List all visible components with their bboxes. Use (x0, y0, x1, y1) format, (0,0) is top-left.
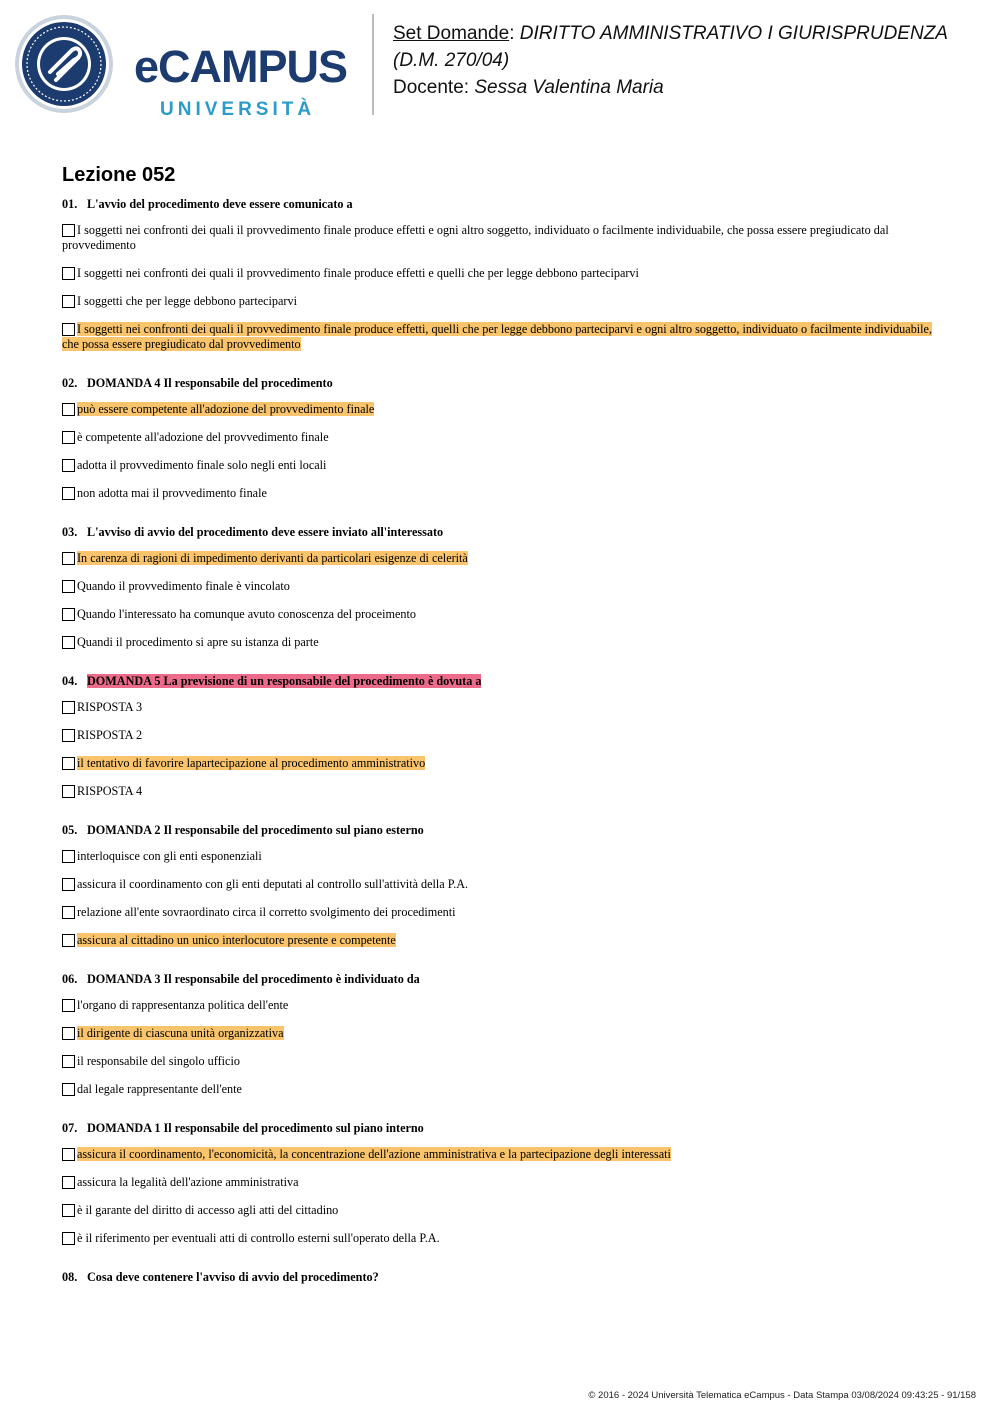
checkbox-icon[interactable] (62, 757, 75, 770)
answer-option[interactable] (62, 877, 932, 892)
question-text (62, 674, 932, 689)
answer-option[interactable] (62, 998, 932, 1013)
checkbox-icon[interactable] (62, 323, 75, 336)
question-label: DOMANDA 2 Il responsabile del procedimento sul piano esterno (87, 823, 424, 837)
checkbox-icon[interactable] (62, 1204, 75, 1217)
answer-option[interactable] (62, 635, 932, 650)
answer-option[interactable] (62, 223, 932, 253)
question-label: DOMANDA 3 Il responsabile del procedimento è individuato da (87, 972, 420, 986)
question-number: 04. (62, 674, 78, 688)
teacher-label: Docente: (393, 77, 470, 98)
answer-label: RISPOSTA 2 (77, 728, 143, 742)
checkbox-icon[interactable] (62, 224, 75, 237)
answer-option[interactable] (62, 933, 932, 948)
answer-option[interactable] (62, 294, 932, 309)
answer-label: I soggetti nei confronti dei quali il provvedimento finale produce effetti e ogni altro soggetto, individuato o facilmente individuabile, che possa essere pregiudicato dal provvedimento (62, 223, 889, 252)
question-text (62, 525, 932, 540)
answer-option[interactable] (62, 607, 932, 622)
question-block (62, 972, 932, 1097)
answer-option[interactable] (62, 402, 932, 417)
checkbox-icon[interactable] (62, 403, 75, 416)
checkbox-icon[interactable] (62, 1083, 75, 1096)
checkbox-icon[interactable] (62, 552, 75, 565)
question-block (62, 525, 932, 650)
set-value: DIRITTO AMMINISTRATIVO I GIURISPRUDENZA (D.M. 270/04) (393, 23, 948, 71)
answer-option[interactable] (62, 905, 932, 920)
answer-label: I soggetti nei confronti dei quali il provvedimento finale produce effetti, quelli che per legge debbono parteciparvi e ogni altro soggetto, individuato o facilmente individuabile, che possa essere pregiudicato dal provvedimento (62, 322, 933, 351)
question-text (62, 376, 932, 391)
lesson-title: Lezione 052 (62, 164, 176, 186)
answer-label: assicura al cittadino un unico interlocutore presente e competente (77, 933, 396, 947)
question-block (62, 1121, 932, 1246)
answer-option[interactable] (62, 458, 932, 473)
header-info: Set Domande: DIRITTO AMMINISTRATIVO I GIURISPRUDENZA (D.M. 270/04) Docente: Sessa Valentina Maria (393, 23, 948, 98)
answer-label: assicura il coordinamento con gli enti deputati al controllo sull'attività della P.A. (77, 877, 469, 891)
answer-label: RISPOSTA 3 (77, 700, 143, 714)
answer-label: dal legale rappresentante dell'ente (77, 1082, 242, 1096)
answer-option[interactable] (62, 486, 932, 501)
answer-option[interactable] (62, 551, 932, 566)
answer-option[interactable] (62, 849, 932, 864)
question-text (62, 1121, 932, 1136)
header-divider (372, 14, 374, 115)
checkbox-icon[interactable] (62, 580, 75, 593)
brand-subtitle: UNIVERSITÀ (160, 99, 316, 120)
question-block (62, 674, 932, 799)
answer-label: Quando il provvedimento finale è vincolato (77, 579, 290, 593)
checkbox-icon[interactable] (62, 878, 75, 891)
question-label: L'avvio del procedimento deve essere comunicato a (87, 197, 353, 211)
checkbox-icon[interactable] (62, 487, 75, 500)
question-text (62, 972, 932, 987)
answer-option[interactable] (62, 1175, 932, 1190)
checkbox-icon[interactable] (62, 906, 75, 919)
question-number: 08. (62, 1270, 78, 1284)
answer-label: I soggetti nei confronti dei quali il provvedimento finale produce effetti e quelli che per legge debbono parteciparvi (77, 266, 639, 280)
checkbox-icon[interactable] (62, 1027, 75, 1040)
answer-option[interactable] (62, 1231, 932, 1246)
ecampus-logo (14, 14, 359, 120)
question-text (62, 197, 932, 212)
answer-option[interactable] (62, 1054, 932, 1069)
answer-label: I soggetti che per legge debbono parteciparvi (77, 294, 297, 308)
answer-label: RISPOSTA 4 (77, 784, 143, 798)
question-block (62, 376, 932, 501)
question-label: DOMANDA 5 La previsione di un responsabile del procedimento è dovuta a (87, 674, 482, 688)
checkbox-icon[interactable] (62, 431, 75, 444)
checkbox-icon[interactable] (62, 1176, 75, 1189)
checkbox-icon[interactable] (62, 459, 75, 472)
answer-label: In carenza di ragioni di impedimento derivanti da particolari esigenze di celerità (77, 551, 468, 565)
question-number: 06. (62, 972, 78, 986)
answer-option[interactable] (62, 266, 932, 281)
question-label: DOMANDA 4 Il responsabile del procedimento (87, 376, 333, 390)
answer-label: assicura il coordinamento, l'economicità, la concentrazione dell'azione amministrativa e la partecipazione degli interessati (77, 1147, 671, 1161)
answer-label: l'organo di rappresentanza politica dell'ente (77, 998, 289, 1012)
question-number: 02. (62, 376, 78, 390)
checkbox-icon[interactable] (62, 1232, 75, 1245)
checkbox-icon[interactable] (62, 295, 75, 308)
answer-option[interactable] (62, 1026, 932, 1041)
question-label: Cosa deve contenere l'avviso di avvio del procedimento? (87, 1270, 379, 1284)
checkbox-icon[interactable] (62, 999, 75, 1012)
checkbox-icon[interactable] (62, 934, 75, 947)
brand-name: eCAMPUS (134, 41, 348, 92)
question-text (62, 1270, 932, 1285)
answer-label: Quando l'interessato ha comunque avuto conoscenza del proceimento (77, 607, 416, 621)
checkbox-icon[interactable] (62, 785, 75, 798)
answer-option[interactable] (62, 1147, 932, 1162)
answer-label: il dirigente di ciascuna unità organizzativa (77, 1026, 284, 1040)
checkbox-icon[interactable] (62, 267, 75, 280)
checkbox-icon[interactable] (62, 701, 75, 714)
checkbox-icon[interactable] (62, 636, 75, 649)
answer-label: adotta il provvedimento finale solo negli enti locali (77, 458, 327, 472)
answer-label: è il garante del diritto di accesso agli atti del cittadino (77, 1203, 339, 1217)
answer-label: il responsabile del singolo ufficio (77, 1054, 240, 1068)
question-label: DOMANDA 1 Il responsabile del procedimento sul piano interno (87, 1121, 424, 1135)
question-number: 05. (62, 823, 78, 837)
answer-option[interactable] (62, 728, 932, 743)
question-label: L'avviso di avvio del procedimento deve essere inviato all'interessato (87, 525, 444, 539)
question-list (62, 197, 932, 1309)
answer-option[interactable] (62, 700, 932, 715)
checkbox-icon[interactable] (62, 608, 75, 621)
answer-option[interactable] (62, 1203, 932, 1218)
question-number: 07. (62, 1121, 78, 1135)
answer-option[interactable] (62, 1082, 932, 1097)
question-number: 01. (62, 197, 78, 211)
answer-option[interactable] (62, 756, 932, 771)
question-block (62, 1270, 932, 1285)
answer-label: il tentativo di favorire lapartecipazione al procedimento amministrativo (77, 756, 426, 770)
answer-label: Quandi il procedimento si apre su istanza di parte (77, 635, 319, 649)
question-text (62, 823, 932, 838)
question-block (62, 197, 932, 352)
answer-label: è il riferimento per eventuali atti di controllo esterni sull'operato della P.A. (77, 1231, 440, 1245)
answer-label: assicura la legalità dell'azione amministrativa (77, 1175, 299, 1189)
checkbox-icon[interactable] (62, 729, 75, 742)
answer-option[interactable] (62, 322, 932, 352)
checkbox-icon[interactable] (62, 850, 75, 863)
university-seal-icon (14, 14, 114, 114)
question-number: 03. (62, 525, 78, 539)
set-label: Set Domande (393, 23, 510, 44)
footer-print-info: © 2016 - 2024 Università Telematica eCampus - Data Stampa 03/08/2024 09:43:25 - 91/158 (588, 1390, 976, 1401)
answer-label: è competente all'adozione del provvedimento finale (77, 430, 329, 444)
answer-label: relazione all'ente sovraordinato circa il corretto svolgimento dei procedimenti (77, 905, 456, 919)
answer-label: interloquisce con gli enti esponenziali (77, 849, 262, 863)
question-block (62, 823, 932, 948)
checkbox-icon[interactable] (62, 1055, 75, 1068)
teacher-value: Sessa Valentina Maria (474, 77, 664, 98)
answer-label: non adotta mai il provvedimento finale (77, 486, 267, 500)
answer-option[interactable] (62, 579, 932, 594)
checkbox-icon[interactable] (62, 1148, 75, 1161)
answer-label: può essere competente all'adozione del provvedimento finale (77, 402, 375, 416)
answer-option[interactable] (62, 430, 932, 445)
answer-option[interactable] (62, 784, 932, 799)
